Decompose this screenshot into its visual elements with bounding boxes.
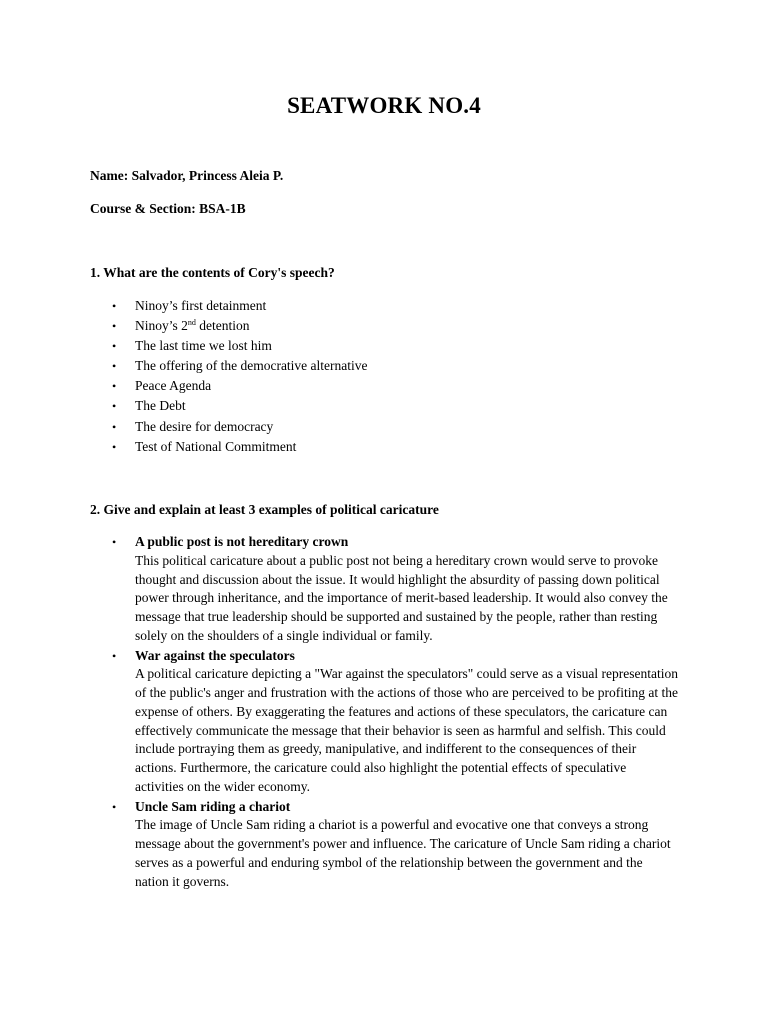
example-item — [108, 533, 678, 646]
caricature-examples-list — [108, 533, 678, 892]
list-item: • The offering of the democrative alternative — [108, 356, 368, 376]
example-body: This political caricature about a public post not being a hereditary crown would serve to provoke thought and discussion about the issue. It would highlight the absurdity of passing down political power through inheritance, and the importance of merit-based leadership. It would also convey the message that true leadership should be supported and sustained by the people, rather than resting solely on the shoulders of a single individual or family. — [135, 552, 668, 643]
list-item: • Ninoy’s first detainment — [108, 296, 368, 316]
example-body: A political caricature depicting a "War against the speculators" could serve as a visual representation of the public's anger and frustration with the actions of those who are perceived to be profiting at the expense of others. By exaggerating the features and actions of these speculators, the caricature can effectively communicate the message that their behavior is seen as harmful and selfish. This could include portraying them as greedy, manipulative, and indifferent to the consequences of their actions. Furthermore, the caricature could also highlight the potential effects of speculative activities on the wider economy. — [135, 666, 679, 794]
bullet-icon: • — [112, 379, 117, 394]
bullet-icon: • — [112, 439, 117, 454]
bullet-icon: • — [112, 535, 117, 549]
example-body: The image of Uncle Sam riding a chariot is a powerful and evocative one that conveys a strong message about the government's power and influence. The caricature of Uncle Sam riding a chariot serves as a powerful and enduring symbol of the relationship between the government and the nation it governs. — [135, 817, 671, 889]
bullet-icon: • — [112, 399, 117, 414]
bullet-icon: • — [112, 648, 117, 663]
list-item: • The last time we lost him — [108, 336, 368, 356]
document-title: SEATWORK NO.4 — [287, 93, 481, 118]
bullet-icon: • — [112, 319, 117, 334]
list-item: • Test of National Commitment — [108, 437, 368, 457]
name-line: Name: Salvador, Princess Aleia P. — [90, 168, 284, 183]
example-heading: Uncle Sam riding a chariot — [135, 798, 291, 814]
question-1: 1. What are the contents of Cory's speech? — [90, 265, 335, 280]
speech-contents-list — [108, 296, 368, 457]
question-2: 2. Give and explain at least 3 examples of political caricature — [90, 502, 439, 517]
example-heading: War against the speculators — [135, 647, 295, 663]
bullet-icon: • — [112, 299, 117, 313]
example-item — [108, 647, 678, 797]
bullet-icon: • — [112, 799, 117, 814]
course-section-line: Course & Section: BSA-1B — [90, 201, 246, 216]
example-item — [108, 798, 678, 892]
bullet-icon: • — [112, 359, 117, 374]
bullet-icon: • — [112, 419, 117, 434]
bullet-icon: • — [112, 339, 117, 354]
list-item: • The Debt — [108, 396, 368, 416]
list-item: • Peace Agenda — [108, 376, 368, 396]
list-item: • Ninoy’s 2nd detention — [108, 316, 368, 336]
list-item: • The desire for democracy — [108, 417, 368, 437]
example-heading: A public post is not hereditary crown — [135, 534, 349, 549]
